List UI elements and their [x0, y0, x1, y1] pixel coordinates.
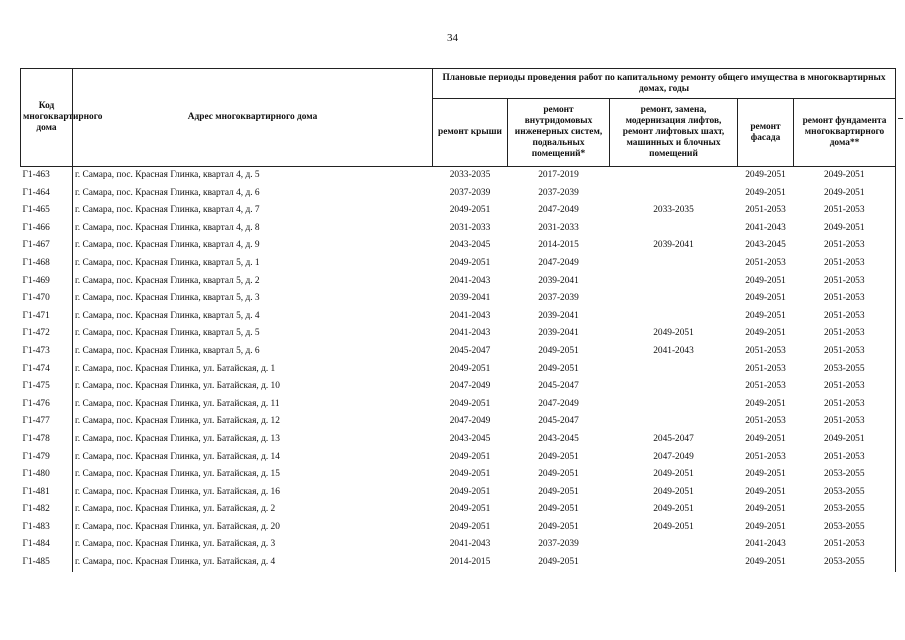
table-row [21, 413, 896, 431]
cell-foundation: 2051-2053 [794, 449, 896, 467]
cell-facade: 2041-2043 [745, 222, 786, 233]
cell-foundation: 2051-2053 [794, 237, 896, 255]
cell-roof: 2037-2039 [449, 187, 491, 198]
cell-elevators: 2039-2041 [653, 240, 694, 251]
cell-foundation: 2053-2055 [794, 466, 896, 484]
cell-systems: 2031-2033 [538, 222, 579, 233]
cell-code: Г1-463 [22, 170, 50, 180]
cell-systems: 2043-2045 [538, 433, 579, 444]
cell-address: г. Самара, пос. Красная Глинка, квартал 4, д. 8 [73, 220, 433, 238]
cell-roof: 2049-2051 [449, 205, 491, 216]
table-row [21, 290, 896, 308]
cell-foundation: 2051-2053 [794, 255, 896, 273]
cell-foundation: 2051-2053 [794, 413, 896, 431]
cell-roof: 2047-2049 [449, 416, 491, 427]
cell-roof: 2031-2033 [449, 222, 491, 233]
cell-facade: 2051-2053 [745, 416, 786, 427]
table-row [21, 325, 896, 343]
cell-code: Г1-469 [22, 275, 50, 286]
cell-roof: 2043-2045 [449, 433, 491, 444]
cell-elevators [610, 255, 738, 273]
cell-code: Г1-476 [22, 398, 50, 409]
cell-systems: 2049-2051 [538, 486, 579, 497]
cell-systems: 2047-2049 [538, 205, 579, 216]
cell-address: г. Самара, пос. Красная Глинка, ул. Батайская, д. 15 [73, 466, 433, 484]
cell-roof: 2045-2047 [449, 345, 491, 356]
cell-facade: 2049-2051 [745, 170, 786, 180]
cell-systems: 2049-2051 [538, 345, 579, 356]
cell-foundation: 2049-2051 [794, 185, 896, 203]
cell-roof: 2049-2051 [449, 504, 491, 515]
cell-elevators: 2033-2035 [653, 205, 694, 216]
cell-foundation: 2053-2055 [794, 519, 896, 537]
cell-elevators [610, 536, 738, 554]
cell-facade: 2049-2051 [745, 187, 786, 198]
cell-address: г. Самара, пос. Красная Глинка, квартал 4, д. 9 [73, 237, 433, 255]
cell-facade: 2049-2051 [745, 310, 786, 321]
cell-roof: 2033-2035 [449, 170, 491, 180]
cell-code: Г1-470 [22, 293, 50, 304]
cell-systems: 2047-2049 [538, 398, 579, 409]
cell-elevators: 2047-2049 [653, 451, 694, 462]
cell-roof: 2049-2051 [449, 363, 491, 374]
cell-systems: 2049-2051 [538, 521, 579, 532]
cell-systems: 2045-2047 [538, 381, 579, 392]
cell-foundation: 2049-2051 [794, 167, 896, 185]
cell-code: Г1-467 [22, 240, 50, 251]
cell-elevators: 2049-2051 [653, 521, 694, 532]
table-row [21, 343, 896, 361]
cell-facade: 2051-2053 [745, 345, 786, 356]
cell-roof: 2039-2041 [449, 293, 491, 304]
cell-systems: 2017-2019 [538, 170, 579, 180]
cell-address: г. Самара, пос. Красная Глинка, квартал 5, д. 3 [73, 290, 433, 308]
cell-code: Г1-474 [22, 363, 50, 374]
cell-foundation: 2051-2053 [794, 290, 896, 308]
cell-systems: 2045-2047 [538, 416, 579, 427]
table-row [21, 431, 896, 449]
cell-address: г. Самара, пос. Красная Глинка, ул. Батайская, д. 16 [73, 484, 433, 502]
cell-address: г. Самара, пос. Красная Глинка, ул. Батайская, д. 20 [73, 519, 433, 537]
cell-systems: 2047-2049 [538, 257, 579, 268]
repair-schedule-table [20, 68, 896, 572]
table-row [21, 396, 896, 414]
cell-address: г. Самара, пос. Красная Глинка, ул. Батайская, д. 3 [73, 536, 433, 554]
margin-mark [898, 118, 903, 119]
cell-code: Г1-481 [22, 486, 50, 497]
table-row [21, 220, 896, 238]
cell-address: г. Самара, пос. Красная Глинка, ул. Батайская, д. 12 [73, 413, 433, 431]
cell-roof: 2041-2043 [449, 310, 491, 321]
header-foundation: ремонт фундамента многоквартирного дома** [794, 99, 896, 167]
cell-code: Г1-466 [22, 222, 50, 233]
cell-address: г. Самара, пос. Красная Глинка, ул. Батайская, д. 13 [73, 431, 433, 449]
cell-systems: 2037-2039 [538, 187, 579, 198]
cell-facade: 2049-2051 [745, 293, 786, 304]
cell-code: Г1-465 [22, 205, 50, 216]
cell-address: г. Самара, пос. Красная Глинка, квартал 5, д. 6 [73, 343, 433, 361]
table-row [21, 554, 896, 572]
cell-roof: 2014-2015 [449, 557, 491, 568]
table-row [21, 378, 896, 396]
cell-elevators [610, 220, 738, 238]
header-roof: ремонт крыши [433, 99, 508, 167]
cell-address: г. Самара, пос. Красная Глинка, квартал 4, д. 7 [73, 202, 433, 220]
cell-roof: 2047-2049 [449, 381, 491, 392]
cell-roof: 2049-2051 [449, 486, 491, 497]
table-row [21, 466, 896, 484]
cell-elevators: 2049-2051 [653, 328, 694, 339]
page-number: 34 [447, 32, 458, 44]
cell-code: Г1-484 [22, 539, 50, 550]
table-row [21, 361, 896, 379]
table-row [21, 273, 896, 291]
cell-code: Г1-475 [22, 381, 50, 392]
cell-facade: 2051-2053 [745, 363, 786, 374]
cell-elevators [610, 378, 738, 396]
cell-foundation: 2051-2053 [794, 273, 896, 291]
cell-code: Г1-482 [22, 504, 50, 515]
cell-elevators [610, 396, 738, 414]
cell-address: г. Самара, пос. Красная Глинка, ул. Батайская, д. 10 [73, 378, 433, 396]
cell-code: Г1-471 [22, 310, 50, 321]
header-code: Код многоквартирного дома [21, 69, 73, 167]
cell-systems: 2049-2051 [538, 557, 579, 568]
table-row [21, 202, 896, 220]
cell-facade: 2051-2053 [745, 257, 786, 268]
cell-foundation: 2051-2053 [794, 343, 896, 361]
cell-address: г. Самара, пос. Красная Глинка, квартал 5, д. 5 [73, 325, 433, 343]
cell-elevators: 2049-2051 [653, 486, 694, 497]
cell-elevators: 2045-2047 [653, 433, 694, 444]
cell-foundation: 2051-2053 [794, 378, 896, 396]
cell-systems: 2049-2051 [538, 451, 579, 462]
cell-foundation: 2049-2051 [794, 220, 896, 238]
cell-address: г. Самара, пос. Красная Глинка, квартал 5, д. 4 [73, 308, 433, 326]
cell-facade: 2049-2051 [745, 398, 786, 409]
cell-elevators [610, 290, 738, 308]
cell-systems: 2039-2041 [538, 310, 579, 321]
cell-facade: 2049-2051 [745, 433, 786, 444]
table-row [21, 308, 896, 326]
cell-facade: 2049-2051 [745, 504, 786, 515]
cell-address: г. Самара, пос. Красная Глинка, ул. Батайская, д. 14 [73, 449, 433, 467]
cell-code: Г1-479 [22, 451, 50, 462]
table-row [21, 519, 896, 537]
cell-facade: 2051-2053 [745, 381, 786, 392]
table-row [21, 167, 896, 185]
cell-facade: 2041-2043 [745, 539, 786, 550]
cell-address: г. Самара, пос. Красная Глинка, ул. Батайская, д. 2 [73, 501, 433, 519]
cell-elevators: 2049-2051 [653, 469, 694, 480]
cell-elevators [610, 413, 738, 431]
cell-address: г. Самара, пос. Красная Глинка, ул. Батайская, д. 1 [73, 361, 433, 379]
cell-address: г. Самара, пос. Красная Глинка, ул. Батайская, д. 4 [73, 554, 433, 572]
cell-roof: 2049-2051 [449, 451, 491, 462]
table-row [21, 255, 896, 273]
cell-facade: 2049-2051 [745, 521, 786, 532]
cell-foundation: 2051-2053 [794, 202, 896, 220]
cell-address: г. Самара, пос. Красная Глинка, квартал 4, д. 5 [73, 167, 433, 185]
header-elevators: ремонт, замена, модернизация лифтов, ремонт лифтовых шахт, машинных и блочных помещений [610, 99, 738, 167]
cell-code: Г1-478 [22, 433, 50, 444]
table-row [21, 449, 896, 467]
cell-facade: 2051-2053 [745, 451, 786, 462]
cell-elevators [610, 361, 738, 379]
cell-roof: 2041-2043 [449, 328, 491, 339]
cell-foundation: 2051-2053 [794, 308, 896, 326]
cell-roof: 2043-2045 [449, 240, 491, 251]
cell-foundation: 2053-2055 [794, 501, 896, 519]
table-row [21, 185, 896, 203]
table-row [21, 237, 896, 255]
cell-systems: 2049-2051 [538, 504, 579, 515]
cell-elevators [610, 308, 738, 326]
cell-facade: 2043-2045 [745, 240, 786, 251]
cell-address: г. Самара, пос. Красная Глинка, квартал 4, д. 6 [73, 185, 433, 203]
cell-roof: 2049-2051 [449, 469, 491, 480]
cell-roof: 2041-2043 [449, 275, 491, 286]
table-row [21, 536, 896, 554]
cell-systems: 2049-2051 [538, 469, 579, 480]
cell-facade: 2051-2053 [745, 205, 786, 216]
cell-elevators: 2041-2043 [653, 345, 694, 356]
header-row-1 [21, 69, 896, 99]
header-systems: ремонт внутридомовых инженерных систем, подвальных помещений* [508, 99, 610, 167]
cell-systems: 2039-2041 [538, 328, 579, 339]
cell-roof: 2049-2051 [449, 257, 491, 268]
cell-elevators [610, 273, 738, 291]
cell-roof: 2041-2043 [449, 539, 491, 550]
cell-foundation: 2051-2053 [794, 325, 896, 343]
header-address: Адрес многоквартирного дома [73, 69, 433, 167]
cell-systems: 2014-2015 [538, 240, 579, 251]
cell-facade: 2049-2051 [745, 328, 786, 339]
cell-address: г. Самара, пос. Красная Глинка, квартал 5, д. 2 [73, 273, 433, 291]
cell-foundation: 2049-2051 [794, 431, 896, 449]
cell-foundation: 2053-2055 [794, 484, 896, 502]
cell-systems: 2049-2051 [538, 363, 579, 374]
cell-systems: 2039-2041 [538, 275, 579, 286]
cell-code: Г1-480 [22, 469, 50, 480]
cell-foundation: 2053-2055 [794, 554, 896, 572]
cell-code: Г1-464 [22, 187, 50, 198]
cell-systems: 2037-2039 [538, 293, 579, 304]
cell-elevators [610, 185, 738, 203]
table-row [21, 501, 896, 519]
cell-systems: 2037-2039 [538, 539, 579, 550]
cell-elevators [610, 554, 738, 572]
cell-facade: 2049-2051 [745, 557, 786, 568]
cell-roof: 2049-2051 [449, 398, 491, 409]
cell-code: Г1-483 [22, 521, 50, 532]
cell-foundation: 2053-2055 [794, 361, 896, 379]
header-facade: ремонт фасада [738, 99, 794, 167]
cell-code: Г1-473 [22, 345, 50, 356]
cell-foundation: 2051-2053 [794, 396, 896, 414]
cell-facade: 2049-2051 [745, 469, 786, 480]
cell-address: г. Самара, пос. Красная Глинка, ул. Батайская, д. 11 [73, 396, 433, 414]
cell-address: г. Самара, пос. Красная Глинка, квартал 5, д. 1 [73, 255, 433, 273]
table-body [21, 167, 896, 572]
cell-code: Г1-477 [22, 416, 50, 427]
cell-foundation: 2051-2053 [794, 536, 896, 554]
cell-facade: 2049-2051 [745, 486, 786, 497]
cell-code: Г1-472 [22, 328, 50, 339]
cell-code: Г1-468 [22, 257, 50, 268]
cell-elevators [610, 167, 738, 185]
table-row [21, 484, 896, 502]
cell-elevators: 2049-2051 [653, 504, 694, 515]
cell-facade: 2049-2051 [745, 275, 786, 286]
cell-roof: 2049-2051 [449, 521, 491, 532]
header-periods: Плановые периоды проведения работ по капитальному ремонту общего имущества в многоквартирных домах, годы [433, 69, 896, 99]
cell-code: Г1-485 [22, 557, 50, 568]
